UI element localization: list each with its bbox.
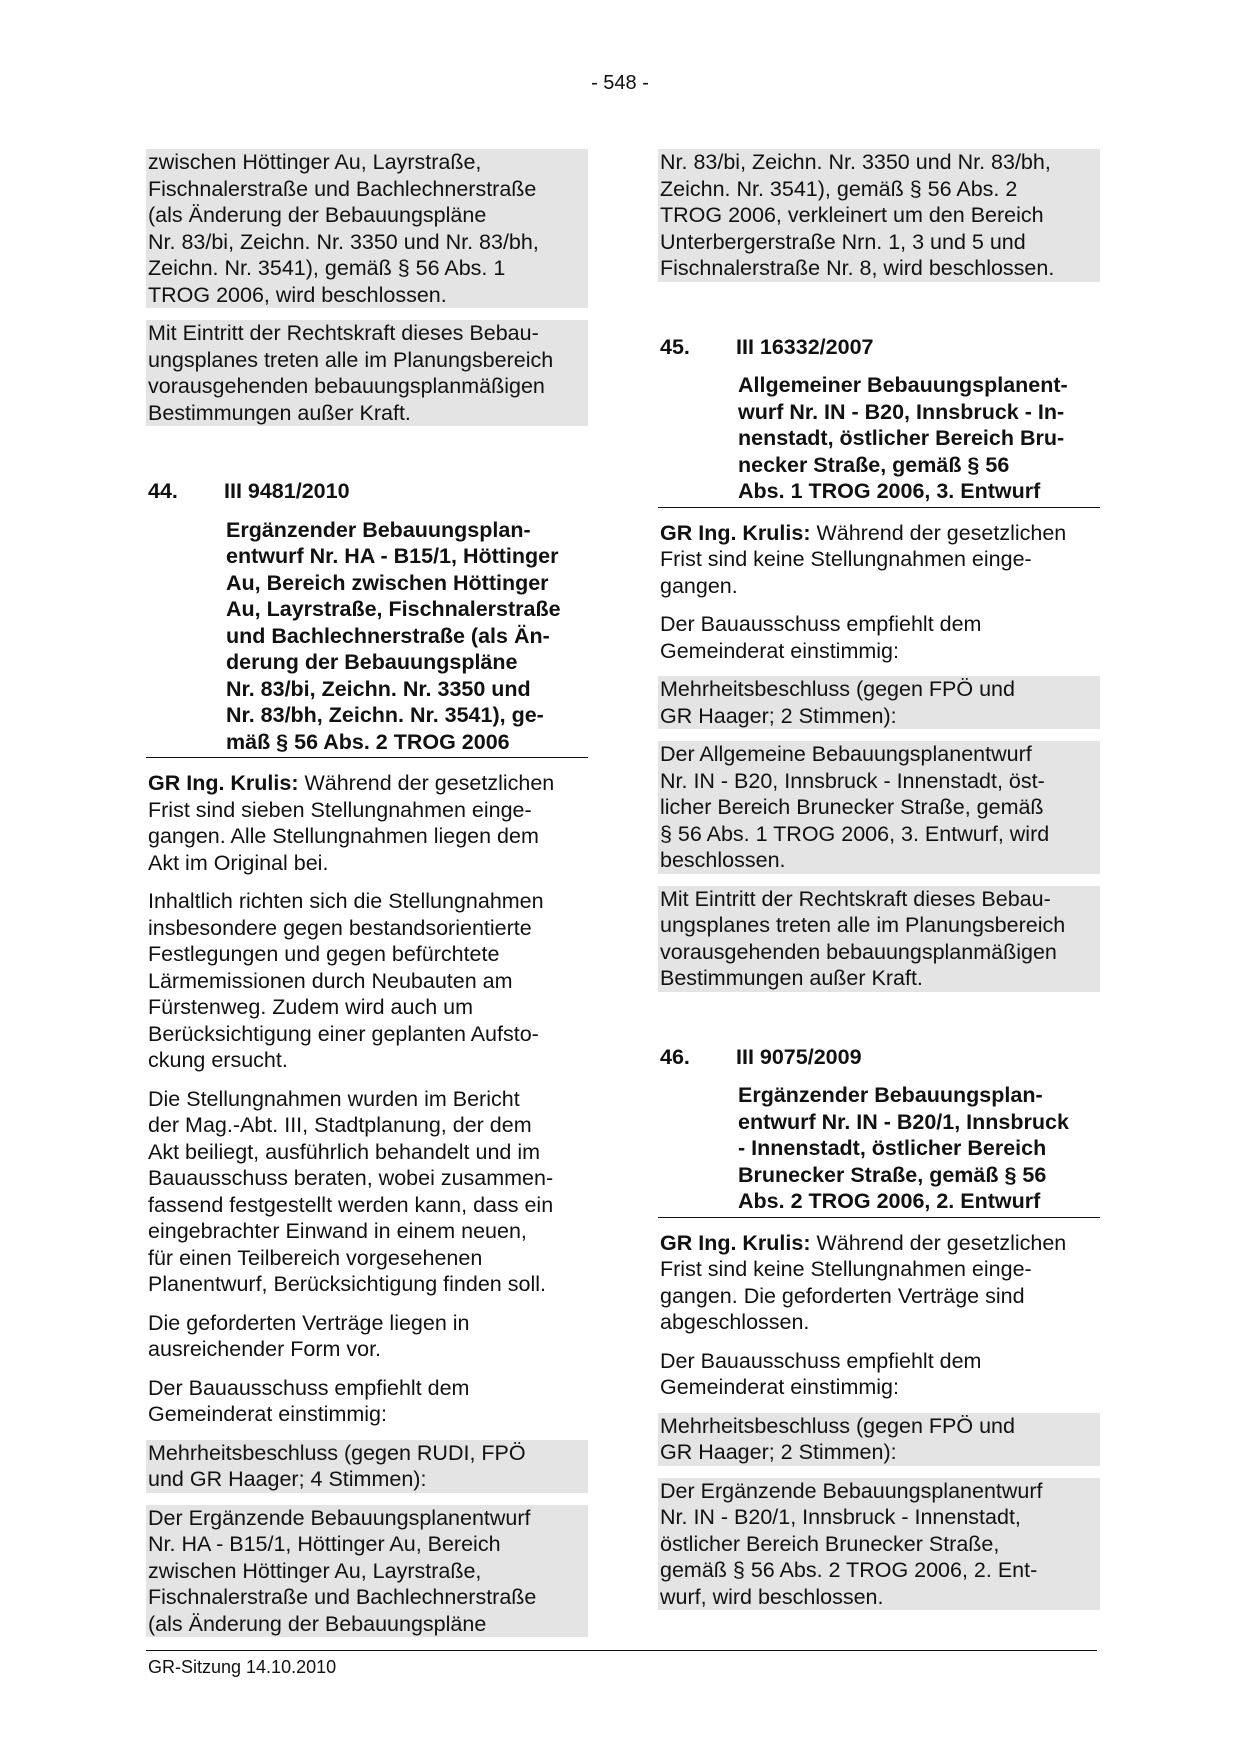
report-paragraph: [146, 1086, 588, 1298]
text-line: Die geforderten Verträge liegen in: [148, 1310, 470, 1335]
vote-result: [658, 1413, 1100, 1466]
text-line: Der Bauausschuss empfiehlt dem: [148, 1375, 470, 1400]
item-number-row: [658, 334, 1100, 361]
title-line: Nr. 83/bh, Zeichn. Nr. 3541), ge-: [226, 703, 544, 727]
text-line: Inhaltlich richten sich die Stellungnahmen: [148, 889, 544, 913]
resolution-text: [146, 1505, 588, 1638]
text-line: für einen Teilbereich vorgesehenen: [148, 1245, 483, 1270]
text-line: zwischen Höttinger Au, Layrstraße,: [148, 1558, 482, 1583]
text-line: Zeichn. Nr. 3541), gemäß § 56 Abs. 1: [148, 256, 506, 280]
speaker-statement: [658, 520, 1100, 600]
recommendation-paragraph: [658, 1348, 1100, 1401]
text-line: Nr. 83/bi, Zeichn. Nr. 3350 und Nr. 83/bh,: [148, 229, 539, 254]
text-line: vorausgehenden bebauungsplanmäßigen: [148, 374, 545, 398]
vote-result: [146, 1440, 588, 1493]
statement-text: Während der gesetzlichen: [810, 1230, 1067, 1255]
item-code: III 9481/2010: [224, 479, 350, 503]
resolution-text: [658, 1478, 1100, 1611]
item-title: [146, 517, 588, 759]
text-line: Nr. IN - B20, Innsbruck - Innenstadt, öst-: [660, 768, 1045, 793]
text-line: Berücksichtigung einer geplanten Aufsto-: [148, 1021, 539, 1046]
title-line: entwurf Nr. IN - B20/1, Innsbruck: [738, 1109, 1069, 1134]
resolution-text: [658, 741, 1100, 874]
text-line: ausreichender Form vor.: [148, 1337, 382, 1361]
text-line: TROG 2006, verkleinert um den Bereich: [660, 203, 1044, 227]
text-line: wurf, wird beschlossen.: [660, 1584, 884, 1609]
item-number-row: [146, 478, 588, 505]
text-line: Gemeinderat einstimmig:: [148, 1402, 387, 1426]
text-line: gangen.: [660, 573, 738, 598]
footer-session-date: GR-Sitzung 14.10.2010: [148, 1657, 337, 1677]
text-line: eingebrachter Einwand in einem neuen,: [148, 1219, 527, 1243]
text-line: gangen. Die geforderten Verträge sind: [660, 1283, 1025, 1308]
footer-divider: [146, 1650, 1097, 1651]
item-number-row: [658, 1044, 1100, 1071]
text-line: östlicher Bereich Brunecker Straße,: [660, 1531, 1000, 1556]
title-line: entwurf Nr. HA - B15/1, Höttinger: [226, 544, 559, 568]
speaker-name: GR Ing. Krulis:: [660, 1230, 811, 1255]
text-line: der Mag.-Abt. III, Stadtplanung, der dem: [148, 1113, 532, 1137]
text-line: Akt beiliegt, ausführlich behandelt und im: [148, 1139, 541, 1164]
speaker-statement: [658, 1230, 1100, 1336]
text-line: (als Änderung der Bebauungspläne: [148, 203, 487, 227]
page-number: - 548 -: [591, 72, 649, 94]
text-line: Mit Eintritt der Rechtskraft dieses Bebau-: [148, 321, 539, 345]
title-line: Abs. 1 TROG 2006, 3. Entwurf: [738, 479, 1041, 503]
item-title: [658, 372, 1100, 508]
text-line: Mit Eintritt der Rechtskraft dieses Bebau-: [660, 886, 1051, 911]
title-line: nenstadt, östlicher Bereich Bru-: [738, 426, 1065, 450]
text-line: Der Ergänzende Bebauungsplanentwurf: [148, 1505, 531, 1530]
recommendation-paragraph: [146, 1375, 588, 1428]
vote-result: [658, 676, 1100, 729]
content-paragraph: [146, 888, 588, 1074]
title-line: mäß § 56 Abs. 2 TROG 2006: [226, 729, 510, 754]
text-line: und GR Haager; 4 Stimmen):: [148, 1467, 427, 1491]
text-line: Bauausschuss beraten, wobei zusammen-: [148, 1166, 554, 1190]
text-line: Gemeinderat einstimmig:: [660, 1375, 899, 1399]
text-line: Festlegungen und gegen befürchtete: [148, 942, 500, 966]
legal-effect-paragraph: [658, 886, 1100, 992]
speaker-name: GR Ing. Krulis:: [660, 520, 811, 545]
speaker-statement: [146, 770, 588, 876]
agenda-item-46: [658, 1044, 1100, 1218]
title-line: - Innenstadt, östlicher Bereich: [738, 1136, 1047, 1160]
item-title: [658, 1082, 1100, 1218]
title-line: Nr. 83/bi, Zeichn. Nr. 3350 und: [226, 676, 531, 701]
text-line: Nr. HA - B15/1, Höttinger Au, Bereich: [148, 1532, 501, 1556]
text-line: ckung ersucht.: [148, 1048, 288, 1072]
text-line: gemäß § 56 Abs. 2 TROG 2006, 2. Ent-: [660, 1558, 1038, 1582]
text-line: insbesondere gegen bestandsorientierte: [148, 915, 532, 940]
title-line: necker Straße, gemäß § 56: [738, 452, 1010, 477]
item-number: 46.: [660, 1044, 690, 1069]
text-line: § 56 Abs. 1 TROG 2006, 3. Entwurf, wird: [660, 821, 1050, 846]
right-column: [658, 149, 1100, 1622]
text-line: Bestimmungen außer Kraft.: [660, 966, 923, 990]
text-line: ungsplanes treten alle im Planungsbereich: [660, 913, 1066, 937]
title-line: derung der Bebauungspläne: [226, 650, 518, 674]
text-line: Zeichn. Nr. 3541), gemäß § 56 Abs. 2: [660, 176, 1018, 201]
text-line: Unterbergerstraße Nrn. 1, 3 und 5 und: [660, 229, 1026, 254]
title-line: Brunecker Straße, gemäß § 56: [738, 1162, 1047, 1187]
speaker-name: GR Ing. Krulis:: [148, 771, 299, 795]
text-line: Fischnalerstraße und Bachlechnerstraße: [148, 176, 537, 201]
text-line: GR Haager; 2 Stimmen):: [660, 1440, 897, 1464]
statement-text: Während der gesetzlichen: [810, 520, 1067, 545]
title-line: Ergänzender Bebauungsplan-: [738, 1083, 1043, 1107]
text-line: zwischen Höttinger Au, Layrstraße,: [148, 150, 482, 174]
text-line: Nr. IN - B20/1, Innsbruck - Innenstadt,: [660, 1505, 1021, 1529]
text-line: Der Allgemeine Bebauungsplanentwurf: [660, 742, 1032, 766]
text-line: [658, 520, 1100, 547]
title-line: Au, Bereich zwischen Höttinger: [226, 570, 549, 595]
agenda-item-45: [658, 334, 1100, 508]
resolution-continuation: [146, 149, 588, 308]
item-number: 45.: [660, 334, 690, 359]
text-line: Der Bauausschuss empfiehlt dem: [660, 1348, 982, 1373]
text-line: fassend festgestellt werden kann, dass ein: [148, 1192, 554, 1217]
text-line: Der Bauausschuss empfiehlt dem: [660, 612, 982, 636]
text-line: (als Änderung der Bebauungspläne: [148, 1611, 487, 1636]
text-line: Gemeinderat einstimmig:: [660, 638, 899, 663]
text-line: vorausgehenden bebauungsplanmäßigen: [660, 939, 1057, 964]
title-line: Abs. 2 TROG 2006, 2. Entwurf: [738, 1189, 1041, 1213]
text-line: Fischnalerstraße Nr. 8, wird beschlossen.: [660, 256, 1055, 280]
text-line: licher Bereich Brunecker Straße, gemäß: [660, 795, 1044, 819]
left-column: [146, 149, 588, 1649]
recommendation-paragraph: [658, 611, 1100, 664]
text-line: Fischnalerstraße und Bachlechnerstraße: [148, 1585, 537, 1609]
text-line: [658, 1230, 1100, 1257]
text-line: Mehrheitsbeschluss (gegen FPÖ und: [660, 677, 1015, 701]
resolution-continuation: [658, 149, 1100, 282]
text-line: Frist sind keine Stellungnahmen einge-: [660, 1257, 1032, 1281]
text-line: Planentwurf, Berücksichtigung finden soll.: [148, 1272, 546, 1296]
text-line: Nr. 83/bi, Zeichn. Nr. 3350 und Nr. 83/bh,: [660, 150, 1051, 174]
text-line: Bestimmungen außer Kraft.: [148, 400, 411, 425]
text-line: gangen. Alle Stellungnahmen liegen dem: [148, 824, 539, 848]
title-line: und Bachlechnerstraße (als Än-: [226, 623, 550, 648]
text-line: Frist sind keine Stellungnahmen einge-: [660, 547, 1032, 571]
item-number: 44.: [148, 479, 178, 503]
contracts-paragraph: [146, 1310, 588, 1363]
title-line: Ergänzender Bebauungsplan-: [226, 517, 531, 542]
statement-text: Während der gesetzlichen: [298, 771, 555, 795]
text-line: [146, 770, 588, 797]
text-line: Der Ergänzende Bebauungsplanentwurf: [660, 1478, 1043, 1503]
text-line: ungsplanes treten alle im Planungsbereich: [148, 347, 554, 372]
text-line: TROG 2006, wird beschlossen.: [148, 282, 447, 307]
title-line: wurf Nr. IN - B20, Innsbruck - In-: [738, 399, 1065, 424]
text-line: Die Stellungnahmen wurden im Bericht: [148, 1086, 520, 1111]
text-line: Akt im Original bei.: [148, 850, 329, 875]
text-line: Frist sind sieben Stellungnahmen einge-: [148, 797, 532, 822]
title-line: Allgemeiner Bebauungsplanent-: [738, 373, 1068, 397]
agenda-item-44: [146, 478, 588, 758]
text-line: beschlossen.: [660, 848, 786, 872]
text-line: GR Haager; 2 Stimmen):: [660, 703, 897, 728]
text-line: Lärmemissionen durch Neubauten am: [148, 968, 513, 993]
text-line: Mehrheitsbeschluss (gegen RUDI, FPÖ: [148, 1440, 526, 1465]
text-line: Mehrheitsbeschluss (gegen FPÖ und: [660, 1413, 1015, 1438]
title-line: Au, Layrstraße, Fischnalerstraße: [226, 597, 561, 621]
text-line: abgeschlossen.: [660, 1310, 810, 1334]
item-code: III 9075/2009: [736, 1044, 862, 1069]
legal-effect-paragraph: [146, 320, 588, 426]
text-line: Fürstenweg. Zudem wird auch um: [148, 995, 474, 1019]
item-code: III 16332/2007: [736, 334, 874, 359]
